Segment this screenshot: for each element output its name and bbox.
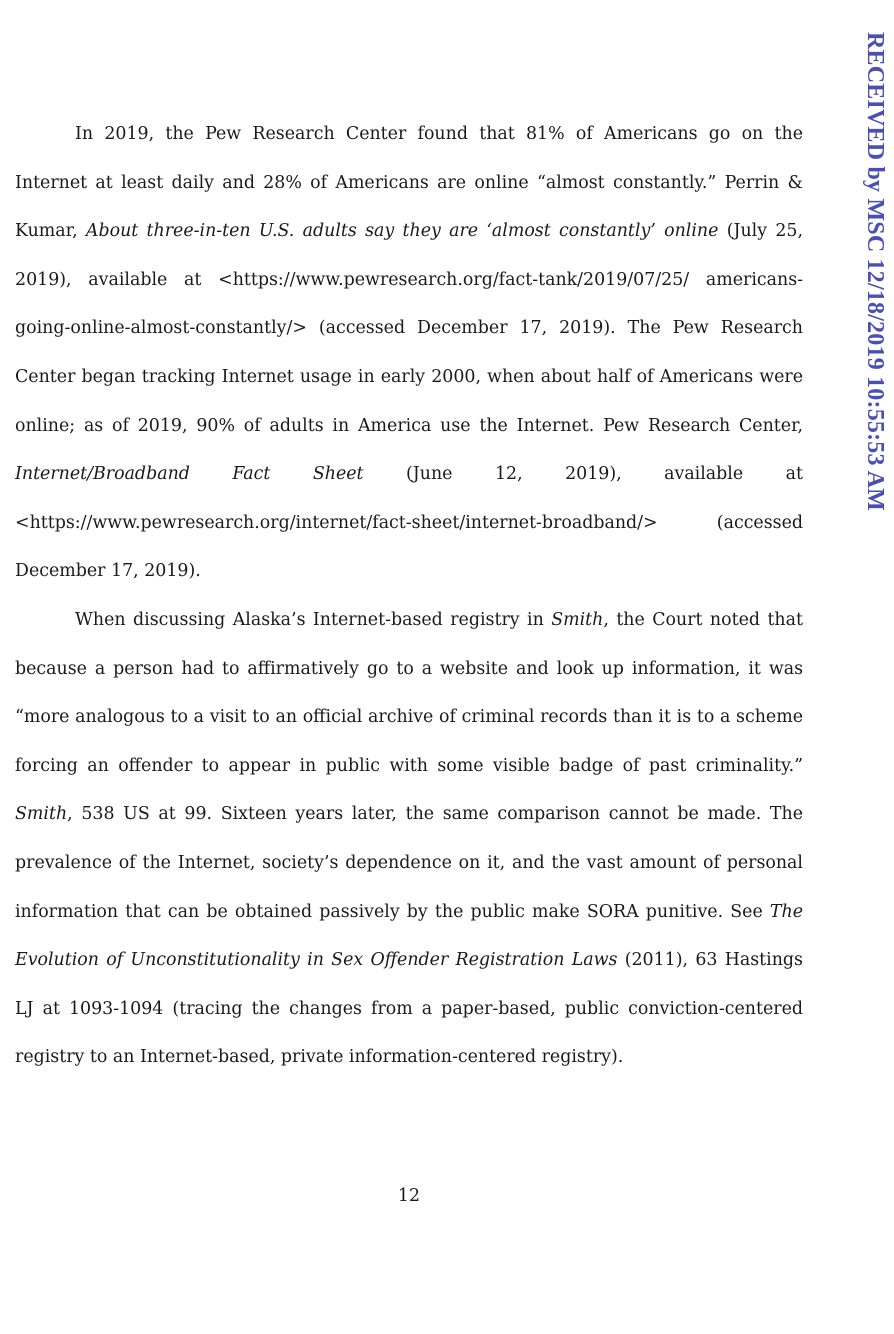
text-segment: (July 25, 2019), available at <https://www.pewresearch.org/fact-tank/2019/07/25/ americans-going-online-almost-constantly/> (accessed December 17, 2019). The Pew Research Center began tracking Internet usage in early 2000, when about half of Americans were online; as of 2019, 90% of adults in America use the Internet. Pew Research Center,: [15, 221, 803, 436]
case-name-italic: Smith: [551, 609, 604, 630]
received-stamp: [857, 32, 893, 592]
text-segment: , 538 US at 99. Sixteen years later, the same comparison cannot be made. The prevalence of the Internet, society’s dependence on it, and the vast amount of personal information that can be obtained passively by the public make SORA punitive. See: [15, 804, 803, 922]
text-segment: , the Court noted that because a person had to affirmatively go to a website and look up information, it was “more analogous to a visit to an official archive of criminal records than it is to a scheme forcing an offender to appear in public with some visible badge of past criminality.”: [15, 609, 803, 776]
citation-title-italic: About three-in-ten U.S. adults say they are ‘almost constantly’ online: [85, 221, 719, 242]
body-text: [15, 110, 803, 1082]
page-number: 12: [397, 1186, 421, 1206]
text-segment: When discussing Alaska’s Internet-based registry in: [75, 609, 552, 630]
paragraph-pew-research: [15, 110, 803, 596]
text-segment: In 2019, the Pew Research Center found that 81% of Americans go on the Internet at least daily and 28% of Americans are online “almost constantly.” Perrin & Kumar,: [15, 124, 803, 242]
paragraph-smith-discussion: [15, 596, 803, 1082]
received-stamp-text: RECEIVED by MSC 12/18/2019 10:55:53 AM: [862, 32, 888, 511]
text-segment: (June 12, 2019), available at <https://www.pewresearch.org/internet/fact-sheet/internet-broadband/> (accessed December 17, 2019).: [15, 464, 803, 582]
case-name-italic: Smith: [15, 804, 68, 825]
text-segment: (2011), 63 Hastings LJ at 1093-1094 (tracing the changes from a paper-based, public conviction-centered registry to an Internet-based, private information-centered registry).: [15, 950, 803, 1068]
citation-title-italic: Internet/Broadband Fact Sheet: [15, 464, 364, 485]
citation-title-italic: The Evolution of Unconstitutionality in Sex Offender Registration Laws: [15, 901, 803, 971]
